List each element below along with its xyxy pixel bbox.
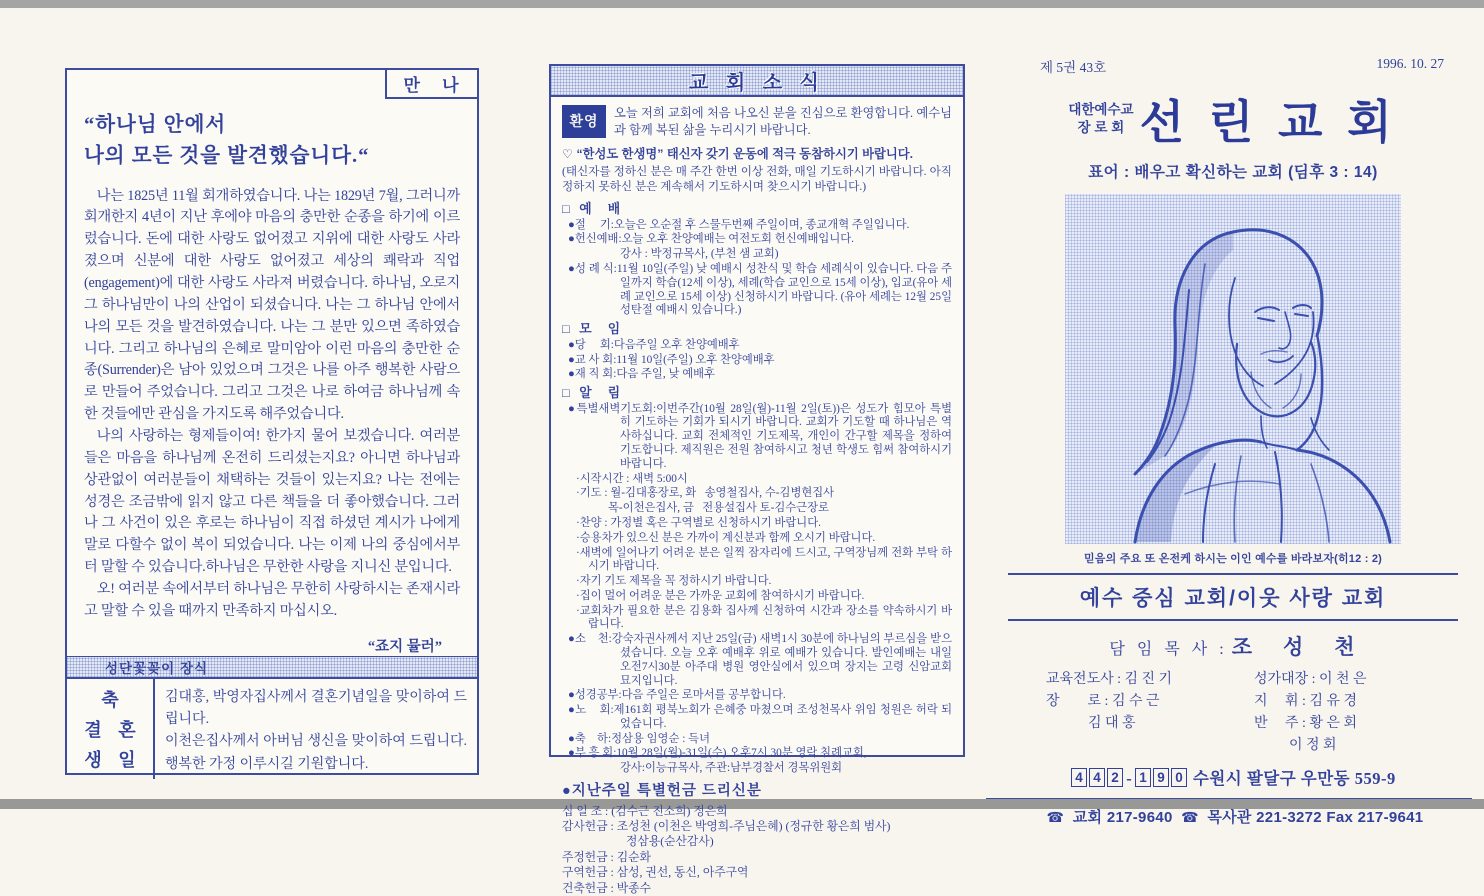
campaign-headline-text: “한성도 한생명” 태신자 갖기 운동에 적극 동참하시기 바랍니다.: [576, 146, 914, 161]
headline-line-2: 나의 모든 것을 발견했습니다.“: [84, 144, 370, 167]
portrait-caption: 믿음의 주요 또 온전케 하시는 이인 예수를 바라보자(히12 : 2): [1083, 553, 1383, 565]
senior-pastor-name: 조 성 천: [1231, 635, 1357, 659]
headline-line-1: “하나님 안에서: [84, 114, 227, 136]
flower-band-title: 성단꽃꽂이 장식: [67, 656, 477, 677]
welcome-text: 오늘 저희 교회에 처음 나오신 분을 진심으로 환영합니다. 예수님과 함께 복된 삶을 누리시기 바랍니다.: [614, 106, 952, 137]
jesus-portrait-sketch: [1065, 194, 1401, 544]
church-motto: 표어 : 배우고 확신하는 교회 (딤후 3 : 14): [1088, 164, 1378, 181]
notice-sub: ·교회차가 필요한 분은 김용화 집사께 신청하여 시간과 장소를 약속하시기 바랍니다.: [576, 604, 952, 631]
congrats-item: 이천은집사께서 아버님 생신을 맞이하여 드립니다. 행복한 가정 이루시길 기원합니다.: [165, 734, 467, 772]
postal-dash: -: [1126, 769, 1133, 789]
staff-row: [1046, 713, 1432, 735]
denomination: [1068, 101, 1133, 137]
campaign-detail: (태신자를 정하신 분은 매 주간 한번 이상 전화, 매일 기도하시기 바랍니다. 아직 정하지 못하신 분은 계속해서 기도하시며 찾으시기 바랍니다.): [562, 164, 952, 193]
offering-row: 건축헌금 : 박종수: [562, 880, 651, 895]
congrats-items: [155, 679, 477, 779]
notice-dawn-prayer: ●특별새벽기도회:이번주간(10월 28일(월)-11월 2일(토))은 성도가 힘모아 특별히 기도하는 기회가 되시기 바랍니다. 교회가 기도할 때 하나님은 역사하십니다. 교회 전체적인 기도제목, 개인이 간구할 제목을 정하여 기도합니다. 제직원은 전원 참여하시고 청년 학생도 힘써 참여하시기 바랍니다.: [568, 402, 952, 470]
staff-row: [1046, 691, 1432, 713]
offering-row-cont: 정삼용(순산감사): [626, 834, 714, 849]
staff-entry: 이 정 회: [1254, 738, 1337, 754]
welcome-badge: 환영: [562, 105, 606, 138]
notice-item: ●성경공부:다음 주일은 로마서를 공부합니다.: [568, 689, 786, 702]
phone-icon: ☎: [1046, 809, 1065, 826]
staff-entry: 성가대장 : 이 천 은: [1254, 672, 1367, 687]
offering-row: 주정헌금 : 김순화: [562, 849, 651, 864]
masthead-panel: [1008, 56, 1458, 827]
phone-icon: ☎: [1181, 809, 1199, 826]
congrats-table: [67, 677, 477, 779]
offering-row: 구역헌금 : 삼성, 권선, 동신, 아주구역: [562, 865, 749, 880]
staff-list: [1008, 669, 1458, 757]
worship-item: ●헌신예배:오늘 오후 찬양예배는 여전도회 헌신예배입니다.: [568, 233, 854, 246]
scan-edge-top: [0, 0, 1484, 8]
congrats-label-line: 축: [101, 689, 125, 710]
postal-digit: 0: [1171, 768, 1187, 787]
postal-digit: 4: [1071, 768, 1087, 787]
section-title-meeting: □ 모 임: [562, 321, 624, 337]
postal-digit: 9: [1153, 768, 1169, 787]
issue-row: [1008, 56, 1458, 76]
notice-sub: ·새벽에 일어나기 어려운 분은 일찍 잠자리에 드시고, 구역장님께 전화 부탁 하시기 바랍니다.: [576, 546, 952, 573]
staff-entry: 교육전도사 : 김 진 기: [1046, 672, 1173, 687]
postal-digit: 1: [1135, 768, 1151, 787]
devotional-headline: [84, 110, 460, 172]
denomination-line: 장 로 회: [1077, 120, 1125, 135]
masthead: [1008, 86, 1458, 152]
section-title-notice: □ 알 림: [562, 385, 624, 401]
congrats-label: [67, 679, 155, 779]
devotional-paragraph: 나의 사랑하는 형제들이여! 한가지 물어 보겠습니다. 여러분들은 마음을 하나님께 온전히 드리셨는지요? 아니면 하나님과 상관없이 여러분들이 채택하는 것들이 있는지요? 나는 전에는 성경은 조금밖에 읽지 않고 다른 책들을 더 좋아했습니다. 그러나 그 사건이 있은 후로는 하나님이 직접 하셨던 계시가 나에게 말로 다할수 없이 복이 되었습니다. 나는 이제 나의 중심에서부터 말할 수 있습니다.하나님은 무한한 사랑을 지니신 분입니다.: [84, 427, 460, 576]
staff-entry: [1046, 735, 1242, 757]
staff-entry: 지 휘 : 김 유 경: [1254, 694, 1358, 710]
staff-row: [1046, 669, 1432, 691]
footer-divider: [986, 798, 1472, 799]
fax-label: Fax: [1326, 809, 1354, 827]
staff-entry: 반 주 : 황 은 회: [1254, 716, 1358, 732]
notice-item: ●부 흥 회:10월 28일(월)-31일(수) 오후7시 30분 영락 침례교회,: [568, 747, 867, 760]
offering-row: 감사헌금 : 조성천 (이천은 박영희-주님은혜) (정규한 황은희 범사): [562, 819, 891, 834]
manna-tag: 만 나: [385, 68, 479, 99]
devotional-paragraph: 오! 여러분 속에서부터 하나님은 무한히 사랑하시는 존재시라고 말할 수 있을 때까지 만족하지 마십시오.: [84, 580, 460, 619]
section-title-worship: □ 예 배: [562, 201, 624, 217]
congrats-label-line: 결 혼: [84, 719, 142, 740]
offering-title: ●지난주일 특별헌금 드리신분: [562, 783, 762, 800]
staff-entry: 장 로 : 김 수 근: [1046, 694, 1160, 710]
staff-row: [1046, 735, 1432, 757]
fax-number: 217-9641: [1357, 809, 1424, 827]
meeting-item: ●재 직 회:다음 주일, 낮 예배후: [568, 368, 715, 381]
issue-date: 1996. 10. 27: [1376, 56, 1444, 71]
notice-sub: ·자기 기도 제목을 꼭 정하시기 바랍니다.: [576, 575, 772, 588]
notice-sub: ·집이 멀어 어려운 분은 가까운 교회에 참여하시기 바랍니다.: [576, 589, 865, 602]
notice-sub: ·기도 : 월-김대홍장로, 화 송영철집사, 수-김병현집사: [576, 487, 835, 500]
notice-item: ●노 회:제161회 평북노회가 은혜중 마쳤으며 조성천목사 위임 청원은 허락 되었습니다.: [568, 704, 952, 730]
contact-row: [1008, 806, 1458, 827]
postal-digit: 4: [1089, 768, 1105, 787]
notice-sub-cont: 목-이천은집사, 금 전용설집사 토-김수근장로: [608, 502, 829, 515]
church-phone-label: 교회: [1072, 809, 1103, 827]
senior-pastor-row: [1008, 631, 1458, 661]
devotional-body: [84, 186, 460, 623]
church-news-title: 교 회 소 식: [551, 66, 963, 97]
denomination-line: 대한예수교: [1068, 101, 1134, 117]
church-news-panel: [549, 64, 965, 895]
worship-item-cont: 강사 : 박정규목사, (부천 샘 교회): [620, 248, 779, 261]
meeting-item: ●당 회:다음주일 오후 찬양예배후: [568, 338, 740, 351]
notice-sub: ·찬양 : 가정별 혹은 구역별로 신청하시기 바랍니다.: [576, 516, 821, 529]
congrats-label-line: 생 일: [84, 749, 142, 770]
congrats-item: 김대홍, 박영자집사께서 결혼기념일을 맞이하여 드립니다.: [165, 689, 467, 728]
meeting-item: ●교 사 회:11월 10일(주일) 오후 찬양예배후: [568, 353, 775, 366]
campaign-headline: [562, 147, 952, 162]
notice-item: ●축 하:정삼용 임영순 : 득녀: [568, 732, 710, 745]
notice-item: ●소 천:강숙자권사께서 지난 25일(금) 새벽1시 30분에 하나님의 부르심을 받으셨습니다. 오늘 오후 예배후 위로 예배가 있습니다. 발인예배는 내일 오전7시30분 아주대 병원 영안실에서 있으며 장지는 고령 신암교회 묘지입니다.: [568, 633, 952, 687]
devotional-content: [67, 70, 477, 656]
notice-item-cont: 강사:이능규목사, 주관:남부경찰서 경목위원회: [620, 762, 843, 775]
pastor-phone-number: 221-3272: [1256, 809, 1322, 827]
welcome-block: [562, 105, 952, 139]
staff-entry: 김 대 홍: [1046, 716, 1136, 732]
offering-row: 십 일 조 : (김수근 진소희) 정은희: [562, 803, 728, 818]
senior-pastor-label: 담 임 목 사 :: [1109, 641, 1228, 658]
church-name: 선 린 교 회: [1139, 96, 1398, 148]
church-news-content: [551, 97, 963, 896]
heart-icon: ♡: [562, 146, 574, 161]
church-address: [1008, 765, 1458, 789]
notice-sub: ·승용차가 있으신 분은 가까이 계신분과 함께 오시기 바랍니다.: [576, 531, 876, 544]
pastor-phone-label: 목사관: [1207, 809, 1252, 827]
jesus-portrait: [1065, 194, 1401, 544]
worship-item: ●성 례 식:11월 10일(주일) 낮 예배시 성찬식 및 학습 세례식이 있습니다. 다음 주일까지 학습(12세 이상), 세례(학습 교인으로 15세 이상), 입교(유아 세례 교인으로 15세 이상) 신청하시기 바랍니다. (유아 세례는 12월 25일 성탄절 예배시 있습니다.): [568, 263, 952, 317]
notice-sub: ·시작시간 : 새벽 5:00시: [576, 472, 688, 485]
address-text: 수원시 팔달구 우만동 559-9: [1192, 769, 1396, 789]
postal-digit: 2: [1107, 768, 1123, 787]
church-phone-number: 217-9640: [1106, 809, 1173, 827]
devotional-paragraph: 나는 1825년 11월 회개하였습니다. 나는 1829년 7월, 그러니까 회개한지 4년이 지난 후에야 마음의 충만한 순종을 하기에 이르렀습니다. 돈에 대한 사랑도 없어졌고 지위에 대한 사랑도 사라졌으며 신분에 대한 사랑도 없어졌고 세상의 쾌락과 직업(engagement)에 대한 사랑도 사라져 버렸습니다. 하나님, 오로지 그 하나님만이 나의 산업이 되셨습니다. 나는 그 하나님 안에서 나의 모든 것을 발견하였습니다. 나는 그 분만 있으면 족하였습니다. 그리고 하나님의 은혜로 말미암아 이런 마음의 충만한 순종(Surrender)은 남아 있었으며 그것은 나를 아주 행복한 사람으로 만들어 주었습니다. 그리고 그것은 나로 하여금 하나님께 속한 것들에만 관심을 가지도록 해주었습니다.: [84, 187, 460, 423]
author-signature: “죠지 뮬러”: [367, 638, 442, 655]
church-slogan: 예수 중심 교회/이웃 사랑 교회: [1008, 573, 1458, 621]
issue-number: 제 5권 43호: [1040, 60, 1107, 75]
worship-item: ●절 기:오늘은 오순절 후 스물두번째 주일이며, 종교개혁 주일입니다.: [568, 218, 910, 231]
devotional-panel: [65, 68, 479, 775]
